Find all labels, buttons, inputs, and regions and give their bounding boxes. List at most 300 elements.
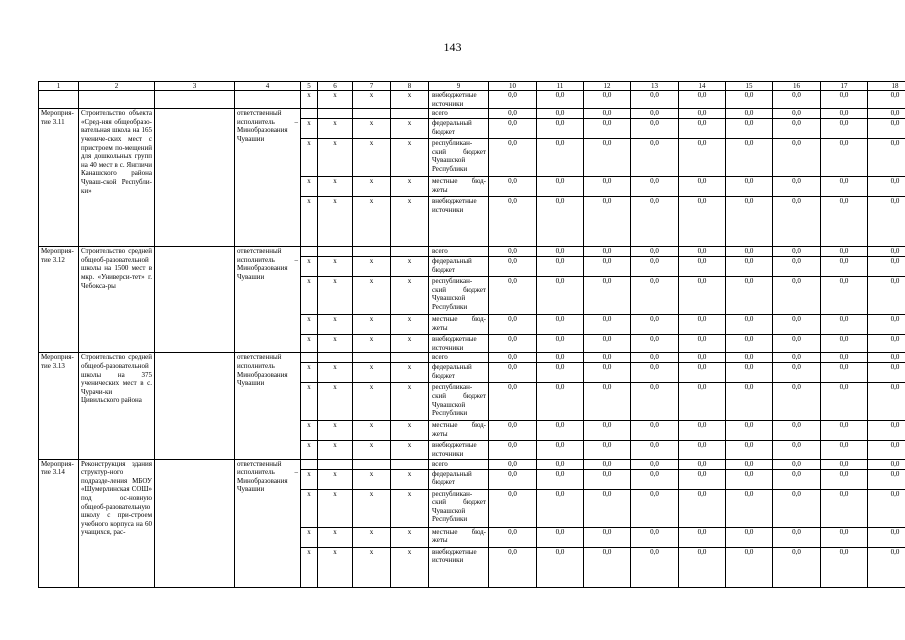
col-header: 5 bbox=[301, 82, 318, 91]
value-cell: 0,0 bbox=[537, 197, 584, 247]
empty-cell bbox=[155, 247, 235, 353]
empty-cell bbox=[155, 459, 235, 587]
value-cell: 0,0 bbox=[868, 335, 905, 353]
value-cell: 0,0 bbox=[631, 139, 679, 177]
col-header: 3 bbox=[155, 82, 235, 91]
funding-source: республикан-ский бюджет Чувашской Республики bbox=[429, 139, 489, 177]
funding-source: федеральный бюджет bbox=[429, 257, 489, 277]
page-number: 143 bbox=[443, 40, 462, 54]
funding-source: федеральный бюджет bbox=[429, 119, 489, 139]
col-header: 8 bbox=[391, 82, 429, 91]
value-cell: 0,0 bbox=[821, 257, 868, 277]
value-cell: 0,0 bbox=[631, 383, 679, 421]
value-cell: 0,0 bbox=[584, 91, 631, 109]
x-mark: x bbox=[353, 119, 391, 139]
x-mark: x bbox=[353, 139, 391, 177]
value-cell: 0,0 bbox=[679, 177, 726, 197]
value-cell: 0,0 bbox=[726, 421, 773, 441]
value-cell: 0,0 bbox=[584, 383, 631, 421]
empty-cell bbox=[235, 91, 301, 109]
col-header: 16 bbox=[773, 82, 821, 91]
value-cell: 0,0 bbox=[726, 277, 773, 315]
x-mark: x bbox=[318, 363, 353, 383]
x-mark: x bbox=[301, 139, 318, 177]
value-cell: 0,0 bbox=[868, 363, 905, 383]
col-header: 13 bbox=[631, 82, 679, 91]
value-cell: 0,0 bbox=[537, 315, 584, 335]
empty-cell bbox=[301, 353, 318, 363]
funding-source: всего bbox=[429, 247, 489, 257]
x-mark: x bbox=[353, 527, 391, 547]
value-cell: 0,0 bbox=[773, 277, 821, 315]
value-cell: 0,0 bbox=[537, 353, 584, 363]
value-cell: 0,0 bbox=[584, 277, 631, 315]
x-mark: x bbox=[301, 383, 318, 421]
empty-cell bbox=[301, 459, 318, 469]
value-cell: 0,0 bbox=[726, 469, 773, 489]
value-cell: 0,0 bbox=[868, 421, 905, 441]
value-cell: 0,0 bbox=[726, 383, 773, 421]
value-cell: 0,0 bbox=[537, 277, 584, 315]
x-mark: x bbox=[353, 383, 391, 421]
value-cell: 0,0 bbox=[726, 527, 773, 547]
value-cell: 0,0 bbox=[489, 177, 537, 197]
value-cell: 0,0 bbox=[868, 527, 905, 547]
value-cell: 0,0 bbox=[489, 363, 537, 383]
value-cell: 0,0 bbox=[821, 421, 868, 441]
value-cell: 0,0 bbox=[773, 247, 821, 257]
x-mark: x bbox=[391, 119, 429, 139]
x-mark: x bbox=[301, 335, 318, 353]
value-cell: 0,0 bbox=[868, 383, 905, 421]
value-cell: 0,0 bbox=[726, 547, 773, 587]
value-cell: 0,0 bbox=[631, 257, 679, 277]
measure-name: Реконструкция здания структур-ного подразде-ления МБОУ «Шумерлинская СОШ» под ос-новную общеоб-разовательную школу с при-строем учебного корпуса на 60 учащихся, рас- bbox=[79, 459, 155, 587]
x-mark: x bbox=[318, 421, 353, 441]
value-cell: 0,0 bbox=[821, 177, 868, 197]
empty-cell bbox=[155, 109, 235, 247]
value-cell: 0,0 bbox=[726, 197, 773, 247]
value-cell: 0,0 bbox=[773, 547, 821, 587]
x-mark: x bbox=[318, 315, 353, 335]
x-mark: x bbox=[318, 383, 353, 421]
value-cell: 0,0 bbox=[679, 277, 726, 315]
value-cell: 0,0 bbox=[726, 247, 773, 257]
value-cell: 0,0 bbox=[679, 315, 726, 335]
empty-cell bbox=[155, 353, 235, 459]
value-cell: 0,0 bbox=[537, 335, 584, 353]
value-cell: 0,0 bbox=[679, 139, 726, 177]
value-cell: 0,0 bbox=[726, 119, 773, 139]
x-mark: x bbox=[391, 335, 429, 353]
value-cell: 0,0 bbox=[821, 109, 868, 119]
x-mark: x bbox=[301, 315, 318, 335]
value-cell: 0,0 bbox=[821, 119, 868, 139]
value-cell: 0,0 bbox=[726, 363, 773, 383]
value-cell: 0,0 bbox=[773, 109, 821, 119]
value-cell: 0,0 bbox=[679, 257, 726, 277]
x-mark: x bbox=[353, 421, 391, 441]
value-cell: 0,0 bbox=[584, 363, 631, 383]
x-mark: x bbox=[301, 469, 318, 489]
value-cell: 0,0 bbox=[584, 421, 631, 441]
value-cell: 0,0 bbox=[726, 441, 773, 459]
x-mark: x bbox=[318, 441, 353, 459]
value-cell: 0,0 bbox=[726, 177, 773, 197]
value-cell: 0,0 bbox=[679, 197, 726, 247]
x-mark: x bbox=[391, 383, 429, 421]
empty-cell bbox=[353, 353, 391, 363]
value-cell: 0,0 bbox=[821, 353, 868, 363]
x-mark: x bbox=[353, 441, 391, 459]
x-mark: x bbox=[391, 257, 429, 277]
value-cell: 0,0 bbox=[537, 441, 584, 459]
funding-source: всего bbox=[429, 459, 489, 469]
funding-source: всего bbox=[429, 109, 489, 119]
x-mark: x bbox=[301, 91, 318, 109]
measure-name: Строительство средней общеоб-разовательной школы на 375 ученических мест в с. Чурачи-ки Цивильского района bbox=[79, 353, 155, 459]
funding-source: местные бюд-жеты bbox=[429, 421, 489, 441]
value-cell: 0,0 bbox=[679, 547, 726, 587]
value-cell: 0,0 bbox=[489, 197, 537, 247]
value-cell: 0,0 bbox=[773, 119, 821, 139]
funding-source: внебюджетные источники bbox=[429, 547, 489, 587]
col-header: 11 bbox=[537, 82, 584, 91]
funding-source: внебюджетные источники bbox=[429, 335, 489, 353]
value-cell: 0,0 bbox=[537, 109, 584, 119]
value-cell: 0,0 bbox=[584, 469, 631, 489]
value-cell: 0,0 bbox=[631, 459, 679, 469]
value-cell: 0,0 bbox=[868, 109, 905, 119]
value-cell: 0,0 bbox=[868, 489, 905, 527]
funding-source: местные бюд-жеты bbox=[429, 177, 489, 197]
x-mark: x bbox=[301, 363, 318, 383]
col-header: 9 bbox=[429, 82, 489, 91]
measure-name: Строительство объекта «Сред-няя общеобразо-вательная школа на 165 учениче-ских мест с пристроем по-мещений для дошкольных групп на 40 мест в с. Янгличи Канашского района Чуваш-ской Республи-ки» bbox=[79, 109, 155, 247]
value-cell: 0,0 bbox=[584, 547, 631, 587]
value-cell: 0,0 bbox=[679, 335, 726, 353]
value-cell: 0,0 bbox=[726, 139, 773, 177]
x-mark: x bbox=[353, 277, 391, 315]
table-row bbox=[39, 109, 905, 119]
funding-source: внебюджетные источники bbox=[429, 197, 489, 247]
value-cell: 0,0 bbox=[679, 469, 726, 489]
value-cell: 0,0 bbox=[489, 247, 537, 257]
value-cell: 0,0 bbox=[489, 421, 537, 441]
x-mark: x bbox=[391, 489, 429, 527]
x-mark: x bbox=[391, 547, 429, 587]
value-cell: 0,0 bbox=[773, 383, 821, 421]
value-cell: 0,0 bbox=[584, 247, 631, 257]
value-cell: 0,0 bbox=[584, 119, 631, 139]
value-cell: 0,0 bbox=[489, 257, 537, 277]
value-cell: 0,0 bbox=[679, 441, 726, 459]
value-cell: 0,0 bbox=[773, 469, 821, 489]
value-cell: 0,0 bbox=[584, 197, 631, 247]
value-cell: 0,0 bbox=[631, 197, 679, 247]
value-cell: 0,0 bbox=[773, 177, 821, 197]
col-header: 10 bbox=[489, 82, 537, 91]
x-mark: x bbox=[318, 177, 353, 197]
value-cell: 0,0 bbox=[631, 527, 679, 547]
value-cell: 0,0 bbox=[631, 335, 679, 353]
col-header: 4 bbox=[235, 82, 301, 91]
value-cell: 0,0 bbox=[584, 315, 631, 335]
measure-executor: ответственный исполнитель – Минобразования Чувашии bbox=[235, 109, 301, 247]
value-cell: 0,0 bbox=[773, 257, 821, 277]
x-mark: x bbox=[318, 197, 353, 247]
x-mark: x bbox=[301, 489, 318, 527]
value-cell: 0,0 bbox=[489, 139, 537, 177]
col-header: 12 bbox=[584, 82, 631, 91]
value-cell: 0,0 bbox=[489, 109, 537, 119]
value-cell: 0,0 bbox=[631, 441, 679, 459]
table-body bbox=[39, 82, 905, 588]
col-header: 6 bbox=[318, 82, 353, 91]
table-row bbox=[39, 247, 905, 257]
measure-id: Мероприя-тие 3.11 bbox=[39, 109, 79, 247]
value-cell: 0,0 bbox=[821, 247, 868, 257]
value-cell: 0,0 bbox=[679, 353, 726, 363]
value-cell: 0,0 bbox=[821, 315, 868, 335]
x-mark: x bbox=[353, 489, 391, 527]
value-cell: 0,0 bbox=[773, 441, 821, 459]
value-cell: 0,0 bbox=[537, 139, 584, 177]
col-header: 17 bbox=[821, 82, 868, 91]
value-cell: 0,0 bbox=[679, 119, 726, 139]
value-cell: 0,0 bbox=[726, 335, 773, 353]
x-mark: x bbox=[301, 119, 318, 139]
empty-cell bbox=[301, 109, 318, 119]
x-mark: x bbox=[301, 527, 318, 547]
value-cell: 0,0 bbox=[868, 277, 905, 315]
funding-source: федеральный бюджет bbox=[429, 469, 489, 489]
value-cell: 0,0 bbox=[868, 139, 905, 177]
funding-source: республикан-ский бюджет Чувашской Республики bbox=[429, 383, 489, 421]
table-row bbox=[39, 353, 905, 363]
value-cell: 0,0 bbox=[821, 441, 868, 459]
value-cell: 0,0 bbox=[773, 91, 821, 109]
x-mark: x bbox=[301, 257, 318, 277]
funding-source: местные бюд-жеты bbox=[429, 527, 489, 547]
value-cell: 0,0 bbox=[773, 527, 821, 547]
x-mark: x bbox=[391, 527, 429, 547]
value-cell: 0,0 bbox=[821, 335, 868, 353]
funding-source: федеральный бюджет bbox=[429, 363, 489, 383]
empty-cell bbox=[39, 91, 79, 109]
empty-cell bbox=[155, 91, 235, 109]
value-cell: 0,0 bbox=[679, 421, 726, 441]
value-cell: 0,0 bbox=[631, 247, 679, 257]
value-cell: 0,0 bbox=[773, 421, 821, 441]
value-cell: 0,0 bbox=[679, 109, 726, 119]
value-cell: 0,0 bbox=[537, 119, 584, 139]
x-mark: x bbox=[353, 315, 391, 335]
x-mark: x bbox=[318, 547, 353, 587]
value-cell: 0,0 bbox=[821, 139, 868, 177]
funding-source: внебюджетные источники bbox=[429, 91, 489, 109]
col-header: 7 bbox=[353, 82, 391, 91]
value-cell: 0,0 bbox=[773, 363, 821, 383]
col-header: 2 bbox=[79, 82, 155, 91]
x-mark: x bbox=[318, 469, 353, 489]
col-header: 1 bbox=[39, 82, 79, 91]
value-cell: 0,0 bbox=[821, 459, 868, 469]
value-cell: 0,0 bbox=[773, 353, 821, 363]
value-cell: 0,0 bbox=[537, 459, 584, 469]
value-cell: 0,0 bbox=[821, 489, 868, 527]
measure-id: Мероприя-тие 3.13 bbox=[39, 353, 79, 459]
table-row bbox=[39, 459, 905, 469]
empty-cell bbox=[391, 459, 429, 469]
value-cell: 0,0 bbox=[537, 527, 584, 547]
x-mark: x bbox=[391, 421, 429, 441]
x-mark: x bbox=[353, 469, 391, 489]
value-cell: 0,0 bbox=[679, 383, 726, 421]
value-cell: 0,0 bbox=[631, 91, 679, 109]
empty-cell bbox=[301, 247, 318, 257]
x-mark: x bbox=[391, 315, 429, 335]
empty-cell bbox=[391, 353, 429, 363]
x-mark: x bbox=[391, 469, 429, 489]
value-cell: 0,0 bbox=[537, 469, 584, 489]
funding-source: местные бюд-жеты bbox=[429, 315, 489, 335]
value-cell: 0,0 bbox=[489, 119, 537, 139]
x-mark: x bbox=[318, 277, 353, 315]
value-cell: 0,0 bbox=[868, 119, 905, 139]
x-mark: x bbox=[353, 91, 391, 109]
value-cell: 0,0 bbox=[821, 383, 868, 421]
value-cell: 0,0 bbox=[773, 197, 821, 247]
value-cell: 0,0 bbox=[773, 459, 821, 469]
x-mark: x bbox=[318, 527, 353, 547]
empty-cell bbox=[318, 109, 353, 119]
value-cell: 0,0 bbox=[631, 177, 679, 197]
value-cell: 0,0 bbox=[584, 109, 631, 119]
x-mark: x bbox=[318, 335, 353, 353]
value-cell: 0,0 bbox=[537, 489, 584, 527]
value-cell: 0,0 bbox=[726, 459, 773, 469]
value-cell: 0,0 bbox=[726, 257, 773, 277]
value-cell: 0,0 bbox=[537, 247, 584, 257]
value-cell: 0,0 bbox=[584, 177, 631, 197]
empty-cell bbox=[353, 247, 391, 257]
x-mark: x bbox=[391, 139, 429, 177]
value-cell: 0,0 bbox=[631, 109, 679, 119]
value-cell: 0,0 bbox=[489, 459, 537, 469]
value-cell: 0,0 bbox=[868, 247, 905, 257]
x-mark: x bbox=[301, 277, 318, 315]
value-cell: 0,0 bbox=[679, 527, 726, 547]
value-cell: 0,0 bbox=[821, 547, 868, 587]
value-cell: 0,0 bbox=[584, 257, 631, 277]
funding-source: республикан-ский бюджет Чувашской Республики bbox=[429, 277, 489, 315]
value-cell: 0,0 bbox=[584, 527, 631, 547]
value-cell: 0,0 bbox=[679, 363, 726, 383]
empty-cell bbox=[391, 247, 429, 257]
value-cell: 0,0 bbox=[821, 527, 868, 547]
x-mark: x bbox=[301, 421, 318, 441]
value-cell: 0,0 bbox=[631, 421, 679, 441]
value-cell: 0,0 bbox=[868, 459, 905, 469]
value-cell: 0,0 bbox=[584, 353, 631, 363]
funding-source: республикан-ский бюджет Чувашской Республики bbox=[429, 489, 489, 527]
value-cell: 0,0 bbox=[726, 91, 773, 109]
measure-executor: ответственный исполнитель – Минобразования Чувашии bbox=[235, 459, 301, 587]
value-cell: 0,0 bbox=[489, 383, 537, 421]
value-cell: 0,0 bbox=[584, 441, 631, 459]
col-header: 18 bbox=[868, 82, 905, 91]
value-cell: 0,0 bbox=[489, 335, 537, 353]
value-cell: 0,0 bbox=[868, 91, 905, 109]
value-cell: 0,0 bbox=[868, 547, 905, 587]
x-mark: x bbox=[318, 119, 353, 139]
empty-cell bbox=[318, 247, 353, 257]
value-cell: 0,0 bbox=[726, 489, 773, 527]
empty-cell bbox=[353, 459, 391, 469]
x-mark: x bbox=[318, 257, 353, 277]
empty-cell bbox=[391, 109, 429, 119]
value-cell: 0,0 bbox=[821, 277, 868, 315]
measure-id: Мероприя-тие 3.12 bbox=[39, 247, 79, 353]
value-cell: 0,0 bbox=[726, 353, 773, 363]
empty-cell bbox=[79, 91, 155, 109]
value-cell: 0,0 bbox=[537, 383, 584, 421]
x-mark: x bbox=[301, 197, 318, 247]
value-cell: 0,0 bbox=[631, 277, 679, 315]
x-mark: x bbox=[353, 257, 391, 277]
value-cell: 0,0 bbox=[631, 119, 679, 139]
value-cell: 0,0 bbox=[489, 469, 537, 489]
value-cell: 0,0 bbox=[489, 277, 537, 315]
value-cell: 0,0 bbox=[868, 197, 905, 247]
value-cell: 0,0 bbox=[726, 315, 773, 335]
measure-executor: ответственный исполнитель Минобразования Чувашии bbox=[235, 353, 301, 459]
value-cell: 0,0 bbox=[584, 489, 631, 527]
value-cell: 0,0 bbox=[773, 139, 821, 177]
measure-name: Строительство средней общеоб-разовательной школы на 1500 мест в мкр. «Универси-тет» г. Чебокса-ры bbox=[79, 247, 155, 353]
x-mark: x bbox=[391, 277, 429, 315]
value-cell: 0,0 bbox=[489, 489, 537, 527]
value-cell: 0,0 bbox=[489, 315, 537, 335]
value-cell: 0,0 bbox=[537, 257, 584, 277]
x-mark: x bbox=[353, 363, 391, 383]
value-cell: 0,0 bbox=[679, 247, 726, 257]
value-cell: 0,0 bbox=[773, 315, 821, 335]
value-cell: 0,0 bbox=[868, 441, 905, 459]
value-cell: 0,0 bbox=[679, 489, 726, 527]
value-cell: 0,0 bbox=[868, 469, 905, 489]
value-cell: 0,0 bbox=[726, 109, 773, 119]
value-cell: 0,0 bbox=[584, 139, 631, 177]
value-cell: 0,0 bbox=[679, 459, 726, 469]
value-cell: 0,0 bbox=[773, 335, 821, 353]
x-mark: x bbox=[391, 363, 429, 383]
x-mark: x bbox=[318, 139, 353, 177]
value-cell: 0,0 bbox=[537, 177, 584, 197]
budget-table bbox=[38, 81, 905, 588]
measure-executor: ответственный исполнитель – Минобразования Чувашии bbox=[235, 247, 301, 353]
value-cell: 0,0 bbox=[489, 91, 537, 109]
value-cell: 0,0 bbox=[631, 363, 679, 383]
empty-cell bbox=[318, 459, 353, 469]
value-cell: 0,0 bbox=[868, 315, 905, 335]
x-mark: x bbox=[391, 177, 429, 197]
value-cell: 0,0 bbox=[868, 177, 905, 197]
value-cell: 0,0 bbox=[489, 441, 537, 459]
col-header: 15 bbox=[726, 82, 773, 91]
value-cell: 0,0 bbox=[821, 197, 868, 247]
